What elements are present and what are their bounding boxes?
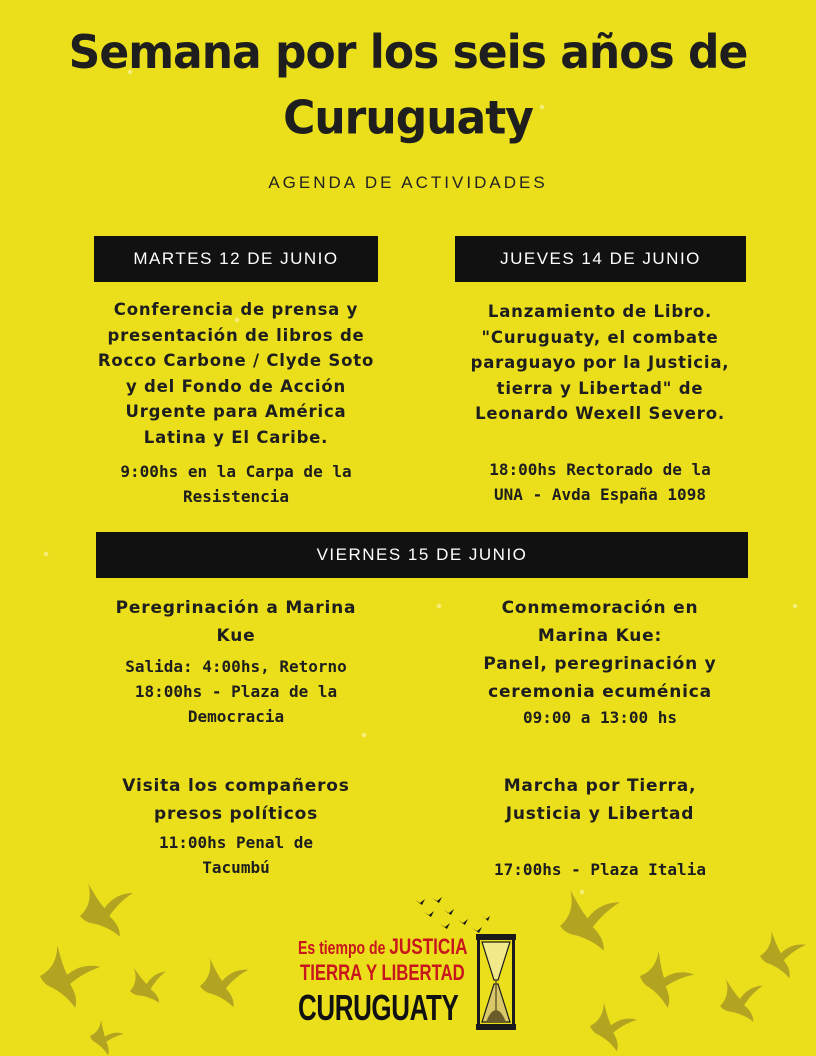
tuesday-time-line: Resistencia <box>183 487 289 506</box>
march-description <box>440 772 760 828</box>
bird-icon <box>75 876 140 943</box>
page-title <box>0 21 816 151</box>
pilgrimage-time <box>80 654 392 729</box>
tuesday-time <box>80 459 392 509</box>
subtitle: AGENDA DE ACTIVIDADES <box>268 173 548 192</box>
march-desc-line: Justicia y Libertad <box>505 804 695 824</box>
thursday-desc-line: Leonardo Wexell Severo. <box>475 404 725 423</box>
tuesday-desc-line: Urgente para América <box>125 402 347 421</box>
bird-icon <box>715 972 770 1028</box>
commemoration-time-line: 09:00 a 13:00 hs <box>522 708 678 727</box>
pilgrimage-time-line: 18:00hs - Plaza de la <box>134 682 338 701</box>
logo-line-1-prefix: Es tiempo de <box>298 938 386 958</box>
thursday-description <box>440 299 760 427</box>
pilgrimage-desc-line: Peregrinación a Marina <box>115 598 357 618</box>
commemoration-time <box>440 705 760 730</box>
thursday-time-line: 18:00hs Rectorado de la <box>489 460 711 479</box>
tuesday-desc-line: y del Fondo de Acción <box>125 376 347 396</box>
commemoration-desc-line: Panel, peregrinación y <box>483 654 717 674</box>
visit-time-line: 11:00hs Penal de <box>158 833 314 852</box>
thursday-desc-line: Lanzamiento de Libro. <box>487 302 713 321</box>
bird-icon <box>87 1018 125 1056</box>
bird-icon <box>124 960 173 1010</box>
logo-line-1 <box>298 934 467 960</box>
pilgrimage-time-line: Democracia <box>187 707 285 726</box>
day-bar-thursday: JUEVES 14 DE JUNIO <box>455 236 746 282</box>
tuesday-desc-line: Conferencia de prensa y <box>113 300 359 319</box>
visit-desc-line: presos políticos <box>153 804 319 824</box>
bird-icon <box>555 883 626 956</box>
thursday-time-line: UNA - Avda España 1098 <box>494 485 706 504</box>
visit-time-line: Tacumbú <box>202 858 270 877</box>
logo-line-1-word: JUSTICIA <box>389 934 468 959</box>
thursday-desc-line: tierra y Libertad" de <box>496 378 704 398</box>
commemoration-desc-line: Conmemoración en <box>501 598 699 618</box>
day-bar-tuesday: MARTES 12 DE JUNIO <box>94 236 378 282</box>
day-bar-friday: VIERNES 15 DE JUNIO <box>96 532 748 578</box>
background-speck <box>43 551 48 556</box>
bird-icon <box>760 931 806 979</box>
title-line-1: Semana por los seis años de <box>68 26 748 80</box>
title-line-2: Curuguaty <box>283 91 533 145</box>
bird-icon <box>635 948 698 1012</box>
pilgrimage-desc-line: Kue <box>216 626 256 646</box>
commemoration-description <box>440 594 760 706</box>
march-time-line: 17:00hs - Plaza Italia <box>494 860 706 879</box>
campaign-logo <box>290 890 520 1040</box>
background-speck <box>792 603 797 608</box>
visit-description <box>80 772 392 828</box>
hourglass-icon <box>474 932 518 1032</box>
background-speck <box>361 732 366 737</box>
logo-line-3: CURUGUATY <box>298 987 459 1028</box>
bird-icon <box>198 955 252 1010</box>
thursday-desc-line: paraguayo por la Justicia, <box>470 353 730 372</box>
bird-icon <box>588 1001 639 1053</box>
tuesday-desc-line: presentación de libros de <box>107 325 365 345</box>
commemoration-desc-line: ceremonia ecuménica <box>488 682 712 702</box>
thursday-time <box>440 457 760 507</box>
pilgrimage-time-line: Salida: 4:00hs, Retorno <box>125 657 347 676</box>
visit-desc-line: Visita los compañeros <box>122 776 350 796</box>
pilgrimage-description <box>80 594 392 650</box>
bird-icon <box>37 944 102 1010</box>
logo-line-2: TIERRA Y LIBERTAD <box>300 960 465 985</box>
tuesday-description <box>80 297 392 450</box>
commemoration-desc-line: Marina Kue: <box>537 626 663 646</box>
tuesday-desc-line: Latina y El Caribe. <box>143 427 329 447</box>
tuesday-desc-line: Rocco Carbone / Clyde Soto <box>97 351 375 370</box>
march-desc-line: Marcha por Tierra, <box>503 776 697 796</box>
tuesday-time-line: 9:00hs en la Carpa de la <box>120 462 352 481</box>
thursday-desc-line: "Curuguaty, el combate <box>481 327 719 347</box>
